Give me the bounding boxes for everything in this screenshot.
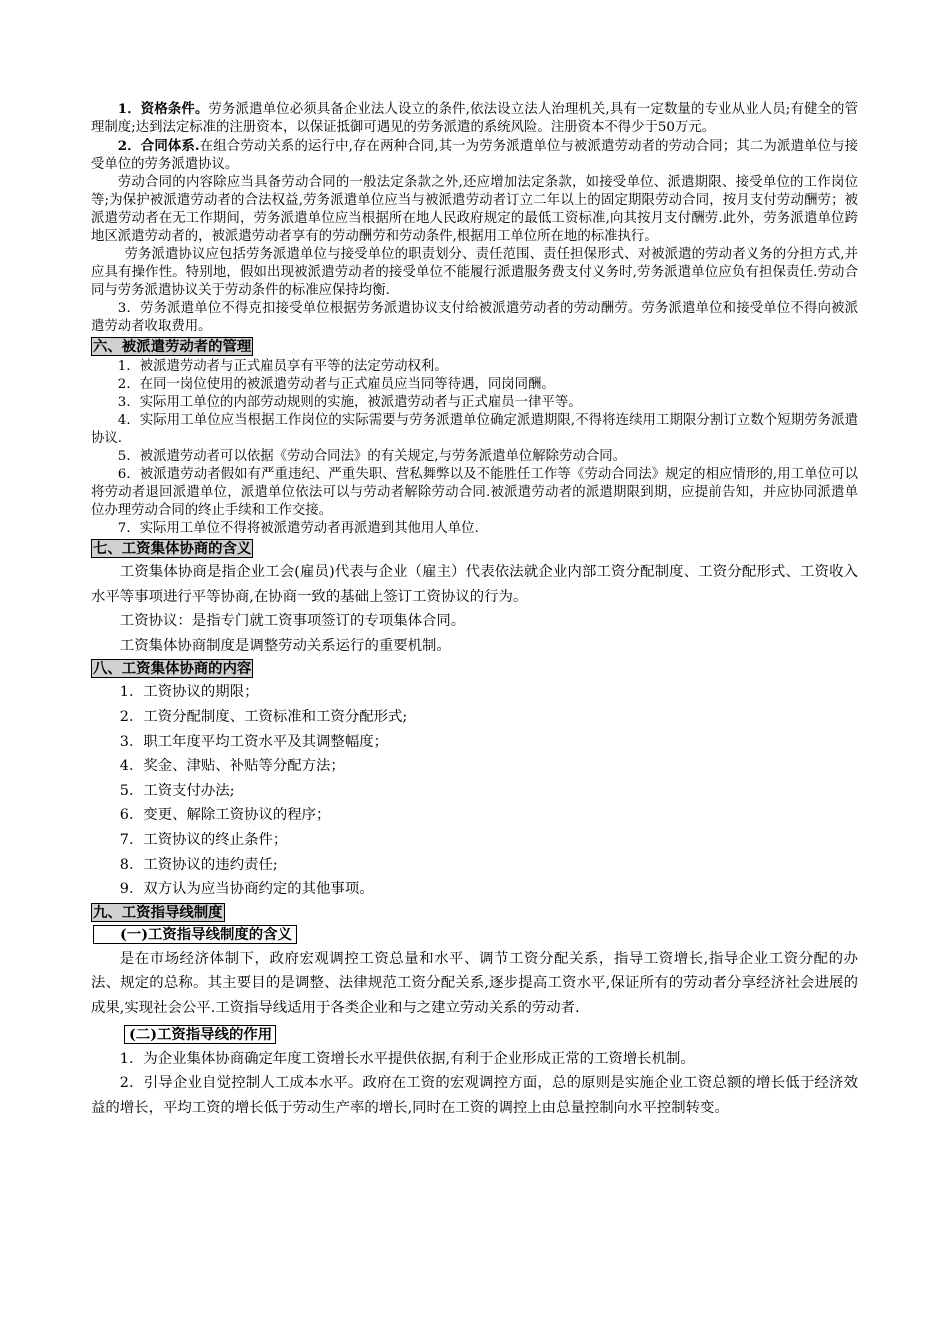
paragraph-labor-contract: 劳动合同的内容除应当具备劳动合同的一般法定条款之外,还应增加法定条款，如接受单位、派遣期限、接受单位的工作岗位等;为保护被派遣劳动者的合法权益,劳务派遣单位应当与被派遣劳动者订立二年以上的固定期限劳动合同，按月支付劳动酬劳；被派遣劳动者在无工作期间，劳务派遣单位应当根据所在地人民政府规定的最低工资标准,向其按月支付酬劳.此外，劳务派遣单位跨地区派遣劳动者的，被派遣劳动者享有的劳动酬劳和劳动条件,根据用工单位所在地的标准执行。 bbox=[91, 175, 858, 244]
list-item: 6．变更、解除工资协议的程序； bbox=[119, 807, 331, 824]
list-item: 7．实际用工单位不得将被派遣劳动者再派遣到其他用人单位. bbox=[117, 521, 479, 536]
list-item: 1．被派遣劳动者与正式雇员享有平等的法定劳动权利。 bbox=[117, 359, 448, 374]
subsection-2-heading bbox=[91, 1024, 858, 1046]
text-contract-system: 在组合劳动关系的运行中,存在两种合同,其一为劳务派遣单位与被派遣劳动者的劳动合同；其二为派遣单位与接受单位的劳务派遣协议。 bbox=[91, 139, 858, 172]
list-item: 4．实际用工单位应当根据工作岗位的实际需要与劳务派遣单位确定派遣期限,不得将连续用工期限分割订立数个短期劳务派遣协议. bbox=[91, 413, 858, 446]
list-item: 2．引导企业自觉控制人工成本水平。政府在工资的宏观调控方面，总的原则是实施企业工资总额的增长低于经济效益的增长，平均工资的增长低于劳动生产率的增长,同时在工资的调控上由总量控制向水平控制转变。 bbox=[91, 1075, 858, 1116]
paragraph-wage-agreement: 工资协议：是指专门就工资事项签订的专项集体合同。 bbox=[119, 613, 466, 630]
section-7-title: 七、工资集体协商的含义 bbox=[93, 540, 252, 557]
list-item: 7．工资协议的终止条件； bbox=[119, 831, 288, 848]
paragraph-dispatch-agreement: 劳务派遣协议应包括劳务派遣单位与接受单位的职责划分、责任范围、责任担保形式、对被派遣的劳动者义务的分担方式,并应具有操作性。特别地，假如出现被派遣劳动者的接受单位不能履行派遣服务费支付义务时,劳务派遣单位应负有担保责任.劳动合同与劳务派遣协议关于劳动条件的标准应保持均衡. bbox=[91, 247, 858, 298]
text-qualification: 劳务派遣单位必须具备企业法人设立的条件,依法设立法人治理机关,具有一定数量的专业从业人员;有健全的管理制度;达到法定标准的注册资本，以保证抵御可遇见的劳务派遣的系统风险。注册资本不得少于50万元。 bbox=[91, 102, 858, 135]
subsection-1-heading bbox=[91, 924, 858, 946]
subsection-1-title: (一)工资指导线制度的含义 bbox=[93, 925, 297, 944]
list-item: 3．实际用工单位的内部劳动规则的实施，被派遣劳动者与正式雇员一律平等。 bbox=[117, 395, 582, 410]
section-7-body bbox=[91, 560, 858, 658]
list-item: 4．奖金、津贴、补贴等分配方法； bbox=[119, 758, 345, 775]
section-8-title: 八、工资集体协商的内容 bbox=[93, 660, 252, 678]
subsection-1-body bbox=[91, 947, 858, 1021]
section-5-body bbox=[91, 100, 858, 336]
list-item: 2．工资分配制度、工资标准和工资分配形式; bbox=[119, 708, 408, 725]
section-6-heading bbox=[91, 337, 858, 357]
list-item: 5．被派遣劳动者可以依据《劳动合同法》的有关规定,与劳务派遣单位解除劳动合同。 bbox=[117, 449, 627, 464]
section-6-list bbox=[91, 358, 858, 538]
section-6-title: 六、被派遣劳动者的管理 bbox=[93, 338, 252, 355]
list-item: 1．为企业集体协商确定年度工资增长水平提供依据,有利于企业形成正常的工资增长机制。 bbox=[119, 1050, 695, 1067]
paragraph-qualification bbox=[91, 100, 858, 137]
paragraph-collective-bargaining: 工资集体协商是指企业工会(雇员)代表与企业（雇主）代表依法就企业内部工资分配制度、工资分配形式、工资收入水平等事项进行平等协商,在协商一致的基础上签订工资协议的行为。 bbox=[91, 564, 858, 605]
list-item: 6．被派遣劳动者假如有严重违纪、严重失职、营私舞弊以及不能胜任工作等《劳动合同法》规定的相应情形的,用工单位可以将劳动者退回派遣单位，派遣单位依法可以与劳动者解除劳动合同.被派遣劳动者的派遣期限到期，应提前告知，并应协同派遣单位办理劳动合同的终止手续和工作交接。 bbox=[91, 467, 858, 518]
list-item: 2．在同一岗位使用的被派遣劳动者与正式雇员应当同等待遇，同岗同酬。 bbox=[117, 377, 555, 392]
section-8-heading bbox=[91, 659, 858, 679]
lead-qualification: 1．资格条件。 bbox=[117, 101, 209, 117]
list-item: 9．双方认为应当协商约定的其他事项。 bbox=[119, 881, 374, 898]
list-item: 1．工资协议的期限； bbox=[119, 684, 259, 701]
list-item: 5．工资支付办法; bbox=[119, 782, 235, 799]
paragraph-guideline-definition: 是在市场经济体制下，政府宏观调控工资总量和水平、调节工资分配关系，指导工资增长,指导企业工资分配的办法、规定的总称。其主要目的是调整、法律规范工资分配关系,逐步提高工资水平,保证所有的劳动者分享经济社会进展的成果,实现社会公平.工资指导线适用于各类企业和与之建立劳动关系的劳动者. bbox=[91, 950, 858, 1016]
list-item: 8．工资协议的违约责任; bbox=[119, 856, 278, 873]
section-8-list bbox=[91, 680, 858, 901]
lead-contract-system: 2．合同体系. bbox=[117, 138, 200, 154]
list-item: 3．职工年度平均工资水平及其调整幅度； bbox=[119, 733, 388, 750]
paragraph-contract-system bbox=[91, 137, 858, 174]
section-7-heading bbox=[91, 539, 858, 559]
section-9-heading bbox=[91, 903, 858, 923]
subsection-2-list bbox=[91, 1047, 858, 1121]
paragraph-no-deduction: 3．劳务派遣单位不得克扣接受单位根据劳务派遣协议支付给被派遣劳动者的劳动酬劳。劳务派遣单位和接受单位不得向被派遣劳动者收取费用。 bbox=[91, 301, 858, 334]
subsection-2-title: (二)工资指导线的作用 bbox=[124, 1025, 276, 1044]
paragraph-mechanism: 工资集体协商制度是调整劳动关系运行的重要机制。 bbox=[119, 637, 451, 654]
section-9-title: 九、工资指导线制度 bbox=[93, 903, 223, 921]
